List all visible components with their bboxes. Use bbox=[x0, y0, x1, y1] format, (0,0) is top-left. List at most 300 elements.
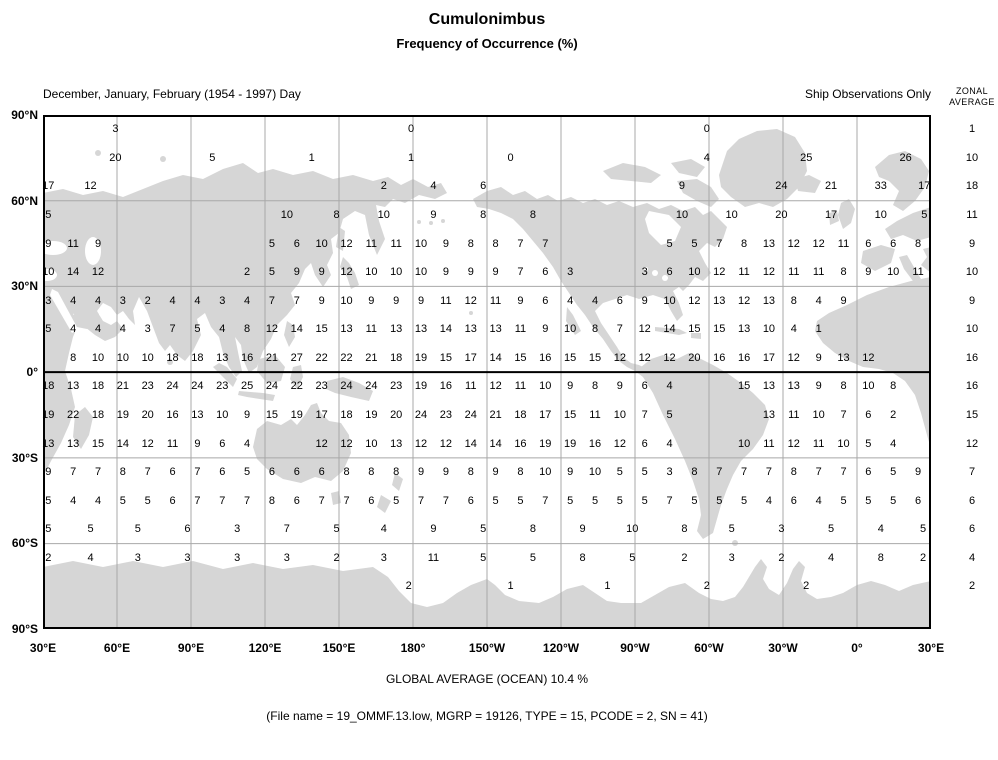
grid-value: 4 bbox=[219, 323, 226, 336]
season-period-label: December, January, February (1954 - 1997) Day bbox=[43, 87, 301, 101]
grid-value: 7 bbox=[741, 466, 748, 479]
grid-value: 5 bbox=[741, 494, 748, 507]
grid-value: 10 bbox=[141, 351, 154, 364]
grid-value: 8 bbox=[914, 237, 922, 250]
grid-value: 4 bbox=[877, 523, 884, 536]
grid-value: 6 bbox=[865, 466, 872, 479]
grid-value: 25 bbox=[800, 151, 813, 164]
grid-value: 18 bbox=[91, 380, 105, 393]
grid-value: 14 bbox=[439, 323, 453, 336]
grid-value: 19 bbox=[42, 409, 55, 421]
grid-value: 5 bbox=[492, 494, 499, 507]
grid-value: 6 bbox=[616, 294, 623, 307]
grid-value: 11 bbox=[837, 237, 850, 250]
grid-value: 4 bbox=[87, 551, 94, 564]
grid-value: 7 bbox=[815, 466, 822, 479]
grid-value: 15 bbox=[315, 323, 328, 336]
grid-value: 11 bbox=[67, 237, 79, 250]
chart-subtitle: Frequency of Occurrence (%) bbox=[396, 36, 578, 51]
grid-value: 11 bbox=[788, 266, 800, 279]
grid-value: 3 bbox=[778, 523, 785, 536]
grid-value: 4 bbox=[890, 437, 897, 450]
source-note: Ship Observations Only bbox=[804, 87, 931, 101]
grid-value: 9 bbox=[442, 266, 449, 279]
grid-value: 3 bbox=[380, 551, 387, 564]
grid-value: 9 bbox=[641, 294, 648, 307]
grid-value: 2 bbox=[890, 409, 897, 421]
grid-value: 12 bbox=[638, 323, 651, 336]
grid-value: 10 bbox=[862, 380, 875, 393]
grid-value: 19 bbox=[116, 409, 129, 421]
grid-value: 4 bbox=[70, 323, 77, 336]
grid-value: 3 bbox=[219, 294, 226, 307]
lon-label: 30°E bbox=[29, 641, 57, 655]
grid-value: 22 bbox=[340, 351, 353, 364]
grid-value: 5 bbox=[244, 466, 251, 479]
grid-value: 9 bbox=[442, 466, 449, 479]
grid-value: 9 bbox=[417, 466, 425, 479]
grid-value: 15 bbox=[564, 351, 577, 364]
grid-value: 11 bbox=[365, 237, 378, 250]
grid-value: 12 bbox=[340, 266, 353, 279]
grid-value: 5 bbox=[641, 466, 648, 479]
grid-value: 9 bbox=[94, 237, 102, 250]
grid-value: 2 bbox=[244, 266, 251, 279]
grid-value: 12 bbox=[613, 437, 626, 450]
grid-value: 18 bbox=[390, 351, 403, 364]
grid-value: 5 bbox=[480, 523, 487, 536]
grid-value: 13 bbox=[837, 351, 850, 364]
grid-value: 10 bbox=[837, 437, 850, 450]
grid-value: 10 bbox=[688, 266, 701, 279]
grid-value: 9 bbox=[430, 209, 437, 221]
grid-value: 9 bbox=[417, 294, 425, 307]
grid-value: 6 bbox=[865, 409, 872, 421]
grid-value: 6 bbox=[318, 466, 325, 479]
grid-value: 11 bbox=[166, 437, 179, 450]
grid-value: 13 bbox=[414, 323, 428, 336]
grid-value: 7 bbox=[542, 237, 549, 250]
grid-value: 8 bbox=[741, 237, 748, 250]
zonal-average-value: 4 bbox=[968, 551, 976, 564]
grid-value: 20 bbox=[775, 209, 788, 221]
lat-label: 30°S bbox=[11, 450, 38, 465]
grid-value: 6 bbox=[666, 266, 673, 279]
grid-value: 5 bbox=[45, 494, 52, 507]
grid-value: 12 bbox=[414, 437, 428, 450]
grid-value: 24 bbox=[191, 380, 204, 393]
grid-value: 16 bbox=[713, 351, 726, 364]
grid-value: 5 bbox=[87, 523, 94, 536]
grid-value: 5 bbox=[641, 494, 648, 507]
grid-value: 10 bbox=[675, 209, 689, 221]
grid-value: 6 bbox=[467, 494, 474, 507]
grid-value: 4 bbox=[703, 151, 710, 164]
grid-value: 4 bbox=[94, 294, 102, 307]
grid-value: 10 bbox=[737, 437, 751, 450]
grid-value: 1 bbox=[408, 151, 415, 164]
global-average-label: GLOBAL AVERAGE (OCEAN) 10.4 % bbox=[385, 672, 589, 686]
grid-value: 13 bbox=[216, 351, 229, 364]
grid-value: 12 bbox=[737, 294, 751, 307]
grid-value: 6 bbox=[914, 494, 922, 507]
zonal-average-value: 7 bbox=[968, 466, 976, 479]
grid-value: 12 bbox=[340, 237, 353, 250]
grid-value: 4 bbox=[380, 523, 387, 536]
grid-value: 12 bbox=[84, 180, 97, 193]
grid-value: 4 bbox=[567, 294, 574, 307]
grid-value: 6 bbox=[268, 466, 275, 479]
grid-value: 3 bbox=[45, 294, 52, 307]
grid-value: 6 bbox=[293, 237, 300, 250]
grid-value: 26 bbox=[899, 151, 912, 164]
grid-value: 9 bbox=[840, 294, 847, 307]
grid-value: 14 bbox=[489, 437, 502, 450]
grid-value: 22 bbox=[315, 351, 328, 364]
grid-value: 7 bbox=[641, 409, 648, 421]
grid-value: 9 bbox=[815, 380, 822, 393]
grid-value: 8 bbox=[890, 380, 897, 393]
grid-value: 24 bbox=[340, 380, 353, 393]
grid-value: 10 bbox=[42, 266, 55, 279]
grid-value: 5 bbox=[45, 323, 52, 336]
grid-value: 7 bbox=[666, 494, 673, 507]
grid-value: 8 bbox=[244, 323, 251, 336]
lat-label: 60°N bbox=[11, 193, 38, 208]
grid-value: 8 bbox=[529, 523, 536, 536]
grid-value: 15 bbox=[688, 323, 701, 336]
grid-value: 2 bbox=[405, 580, 412, 593]
grid-value: 5 bbox=[691, 237, 698, 250]
grid-value: 8 bbox=[492, 237, 499, 250]
grid-value: 3 bbox=[641, 266, 648, 279]
grid-value: 2 bbox=[803, 580, 810, 593]
grid-value: 8 bbox=[681, 523, 688, 536]
zonal-average-value: 16 bbox=[965, 380, 979, 393]
grid-value: 5 bbox=[865, 494, 872, 507]
grid-value: 13 bbox=[67, 437, 80, 450]
grid-value: 16 bbox=[240, 351, 254, 364]
grid-value: 13 bbox=[737, 323, 751, 336]
grid-value: 16 bbox=[588, 437, 602, 450]
zonal-average-value: 16 bbox=[965, 351, 979, 364]
grid-value: 2 bbox=[380, 180, 387, 193]
grid-value: 11 bbox=[514, 323, 527, 336]
lon-label: 150°E bbox=[322, 641, 356, 655]
zonal-average-value: 18 bbox=[965, 180, 979, 193]
grid-value: 13 bbox=[464, 323, 477, 336]
grid-value: 8 bbox=[591, 380, 599, 393]
grid-value: 10 bbox=[390, 266, 403, 279]
grid-value: 27 bbox=[290, 351, 303, 364]
grid-value: 8 bbox=[877, 551, 884, 564]
grid-value: 6 bbox=[219, 437, 226, 450]
grid-value: 9 bbox=[318, 294, 325, 307]
grid-value: 5 bbox=[919, 523, 927, 536]
grid-value: 16 bbox=[514, 437, 527, 450]
grid-value: 9 bbox=[914, 466, 922, 479]
grid-value: 11 bbox=[788, 409, 800, 421]
lon-label: 120°W bbox=[542, 641, 580, 655]
grid-value: 8 bbox=[368, 466, 375, 479]
grid-value: 15 bbox=[713, 323, 726, 336]
grid-value: 21 bbox=[489, 409, 502, 421]
grid-value: 8 bbox=[591, 323, 599, 336]
grid-value: 14 bbox=[67, 266, 80, 279]
grid-value: 8 bbox=[790, 294, 797, 307]
grid-value: 7 bbox=[840, 409, 847, 421]
grid-value: 15 bbox=[564, 409, 577, 421]
grid-value: 16 bbox=[539, 351, 552, 364]
grid-value: 2 bbox=[681, 551, 688, 564]
grid-value: 11 bbox=[763, 437, 775, 450]
grid-value: 17 bbox=[918, 180, 931, 193]
grid-value: 24 bbox=[464, 409, 477, 421]
grid-value: 10 bbox=[663, 294, 676, 307]
grid-value: 13 bbox=[340, 323, 353, 336]
grid-value: 9 bbox=[567, 466, 574, 479]
grid-value: 7 bbox=[542, 494, 549, 507]
grid-value: 21 bbox=[116, 380, 129, 393]
grid-value: 10 bbox=[315, 237, 328, 250]
grid-value: 6 bbox=[184, 523, 191, 536]
grid-value: 19 bbox=[414, 351, 428, 364]
grid-value: 18 bbox=[340, 409, 353, 421]
grid-value: 5 bbox=[629, 551, 636, 564]
grid-value: 5 bbox=[666, 409, 673, 421]
grid-value: 1 bbox=[308, 151, 315, 164]
grid-value: 4 bbox=[815, 494, 822, 507]
grid-value: 4 bbox=[119, 323, 126, 336]
grid-value: 13 bbox=[390, 323, 403, 336]
grid-value: 12 bbox=[613, 351, 626, 364]
grid-value: 12 bbox=[862, 351, 875, 364]
grid-value: 4 bbox=[666, 380, 673, 393]
grid-value: 18 bbox=[91, 409, 105, 421]
file-info-label: (File name = 19_OMMF.13.low, MGRP = 19126, TYPE = 15, PCODE = 2, SN = 41) bbox=[266, 709, 708, 723]
grid-value: 24 bbox=[414, 409, 428, 421]
grid-value: 12 bbox=[91, 266, 105, 279]
grid-value: 8 bbox=[119, 466, 126, 479]
lon-label: 150°W bbox=[468, 641, 506, 655]
grid-value: 1 bbox=[815, 323, 822, 336]
grid-value: 5 bbox=[194, 323, 201, 336]
grid-value: 0 bbox=[507, 151, 514, 164]
grid-value: 1 bbox=[507, 580, 514, 593]
grid-value: 5 bbox=[45, 523, 52, 536]
grid-value: 24 bbox=[775, 180, 788, 193]
grid-value: 10 bbox=[414, 266, 428, 279]
zonal-average-header bbox=[946, 86, 998, 108]
grid-value: 10 bbox=[812, 409, 825, 421]
grid-value: 4 bbox=[94, 494, 102, 507]
grid-value: 11 bbox=[465, 380, 477, 393]
grid-value: 12 bbox=[265, 323, 279, 336]
zonal-average-value: 15 bbox=[965, 409, 979, 421]
grid-value: 13 bbox=[489, 323, 502, 336]
grid-value: 15 bbox=[737, 380, 751, 393]
grid-value: 9 bbox=[542, 323, 549, 336]
grid-value: 11 bbox=[912, 266, 924, 279]
grid-value: 22 bbox=[67, 409, 80, 421]
grid-value: 2 bbox=[703, 580, 710, 593]
lon-label: 180° bbox=[400, 641, 426, 655]
grid-value: 13 bbox=[191, 409, 204, 421]
zonal-average-value: 12 bbox=[965, 437, 979, 450]
grid-value: 6 bbox=[542, 294, 549, 307]
grid-value: 5 bbox=[529, 551, 536, 564]
grid-value: 6 bbox=[890, 237, 897, 250]
grid-value: 20 bbox=[390, 409, 403, 421]
grid-value: 9 bbox=[865, 266, 872, 279]
grid-value: 4 bbox=[194, 294, 201, 307]
grid-value: 5 bbox=[45, 209, 52, 221]
grid-value: 9 bbox=[393, 294, 400, 307]
grid-value: 10 bbox=[116, 351, 129, 364]
zonal-average-value: 9 bbox=[968, 294, 976, 307]
grid-value: 15 bbox=[91, 437, 105, 450]
grid-value: 7 bbox=[318, 494, 325, 507]
grid-value: 6 bbox=[480, 180, 487, 193]
grid-value: 13 bbox=[42, 437, 55, 450]
grid-value: 18 bbox=[191, 351, 204, 364]
grid-value: 12 bbox=[663, 351, 676, 364]
grid-value: 6 bbox=[368, 494, 375, 507]
grid-value: 5 bbox=[517, 494, 524, 507]
grid-value: 4 bbox=[70, 494, 77, 507]
grid-value: 8 bbox=[790, 466, 797, 479]
grid-value: 9 bbox=[368, 294, 375, 307]
grid-value: 3 bbox=[119, 294, 126, 307]
grid-value: 6 bbox=[865, 237, 872, 250]
grid-value: 23 bbox=[439, 409, 453, 421]
grid-value: 24 bbox=[365, 380, 378, 393]
grid-value: 11 bbox=[514, 380, 527, 393]
grid-value: 7 bbox=[283, 523, 290, 536]
grid-value: 14 bbox=[663, 323, 676, 336]
grid-value: 4 bbox=[94, 323, 102, 336]
grid-value: 13 bbox=[762, 294, 776, 307]
grid-value: 5 bbox=[921, 209, 928, 221]
grid-value: 10 bbox=[365, 266, 378, 279]
grid-value: 11 bbox=[738, 266, 750, 279]
grid-value: 7 bbox=[442, 494, 449, 507]
grid-value: 5 bbox=[828, 523, 835, 536]
grid-value: 8 bbox=[467, 466, 474, 479]
grid-value: 1 bbox=[604, 580, 611, 593]
zonal-average-value: 9 bbox=[968, 237, 976, 250]
grid-value: 7 bbox=[517, 237, 524, 250]
grid-value: 20 bbox=[141, 409, 154, 421]
grid-value: 5 bbox=[591, 494, 599, 507]
grid-value: 24 bbox=[166, 380, 179, 393]
grid-value: 6 bbox=[790, 494, 797, 507]
grid-value: 15 bbox=[265, 409, 279, 421]
zonal-average-value: 2 bbox=[968, 580, 976, 593]
grid-value: 8 bbox=[517, 466, 524, 479]
grid-value: 7 bbox=[268, 294, 275, 307]
grid-value: 23 bbox=[141, 380, 154, 393]
grid-value: 12 bbox=[340, 437, 353, 450]
grid-value: 6 bbox=[293, 494, 300, 507]
grid-value: 12 bbox=[688, 294, 701, 307]
grid-value: 11 bbox=[812, 437, 825, 450]
grid-value: 8 bbox=[393, 466, 400, 479]
grid-value: 4 bbox=[815, 294, 822, 307]
grid-value: 4 bbox=[591, 294, 599, 307]
grid-value: 11 bbox=[390, 237, 402, 250]
grid-value: 19 bbox=[564, 437, 577, 450]
zonal-average-value: 10 bbox=[965, 323, 979, 336]
grid-value: 7 bbox=[293, 294, 300, 307]
grid-value: 21 bbox=[824, 180, 838, 193]
grid-value: 3 bbox=[234, 523, 241, 536]
grid-value: 7 bbox=[716, 466, 723, 479]
grid-value: 7 bbox=[244, 494, 251, 507]
grid-value: 10 bbox=[91, 351, 105, 364]
grid-value: 7 bbox=[169, 323, 176, 336]
grid-value: 5 bbox=[268, 237, 275, 250]
grid-value: 12 bbox=[439, 437, 453, 450]
grid-value: 17 bbox=[464, 351, 477, 364]
grid-value: 12 bbox=[762, 266, 776, 279]
grid-value: 5 bbox=[480, 551, 487, 564]
grid-value: 12 bbox=[713, 266, 726, 279]
grid-value: 4 bbox=[765, 494, 772, 507]
grid-value: 4 bbox=[244, 294, 251, 307]
grid-value: 8 bbox=[70, 351, 77, 364]
grid-value: 6 bbox=[169, 494, 176, 507]
grid-value: 13 bbox=[787, 380, 800, 393]
grid-value: 5 bbox=[691, 494, 698, 507]
grid-value: 22 bbox=[290, 380, 303, 393]
grid-value: 10 bbox=[280, 209, 293, 221]
grid-value: 9 bbox=[318, 266, 325, 279]
grid-value: 6 bbox=[641, 380, 648, 393]
grid-value: 9 bbox=[45, 466, 52, 479]
grid-value: 17 bbox=[42, 180, 55, 193]
lon-label: 90°E bbox=[177, 641, 205, 655]
grid-value: 3 bbox=[666, 466, 673, 479]
grid-value: 20 bbox=[109, 151, 122, 164]
grid-value: 33 bbox=[874, 180, 887, 193]
grid-value: 15 bbox=[439, 351, 453, 364]
grid-value: 12 bbox=[787, 437, 800, 450]
grid-value: 13 bbox=[762, 237, 776, 250]
grid-value: 9 bbox=[616, 380, 623, 393]
grid-value: 5 bbox=[134, 523, 141, 536]
grid-value: 10 bbox=[340, 294, 353, 307]
grid-value: 11 bbox=[440, 294, 452, 307]
grid-value: 8 bbox=[333, 209, 340, 221]
grid-value: 15 bbox=[514, 351, 527, 364]
grid-value: 7 bbox=[417, 494, 425, 507]
grid-value: 7 bbox=[70, 466, 77, 479]
grid-value: 13 bbox=[67, 380, 80, 393]
grid-value: 10 bbox=[725, 209, 738, 221]
grid-value: 5 bbox=[144, 494, 151, 507]
grid-value: 7 bbox=[716, 237, 723, 250]
grid-value: 4 bbox=[828, 551, 835, 564]
grid-value: 5 bbox=[865, 437, 872, 450]
grid-value: 17 bbox=[824, 209, 838, 221]
grid-value: 5 bbox=[393, 494, 400, 507]
lon-label: 60°E bbox=[103, 641, 131, 655]
grid-value: 7 bbox=[194, 494, 201, 507]
grid-value: 13 bbox=[390, 437, 403, 450]
grid-value: 10 bbox=[216, 409, 229, 421]
grid-value: 2 bbox=[45, 551, 52, 564]
